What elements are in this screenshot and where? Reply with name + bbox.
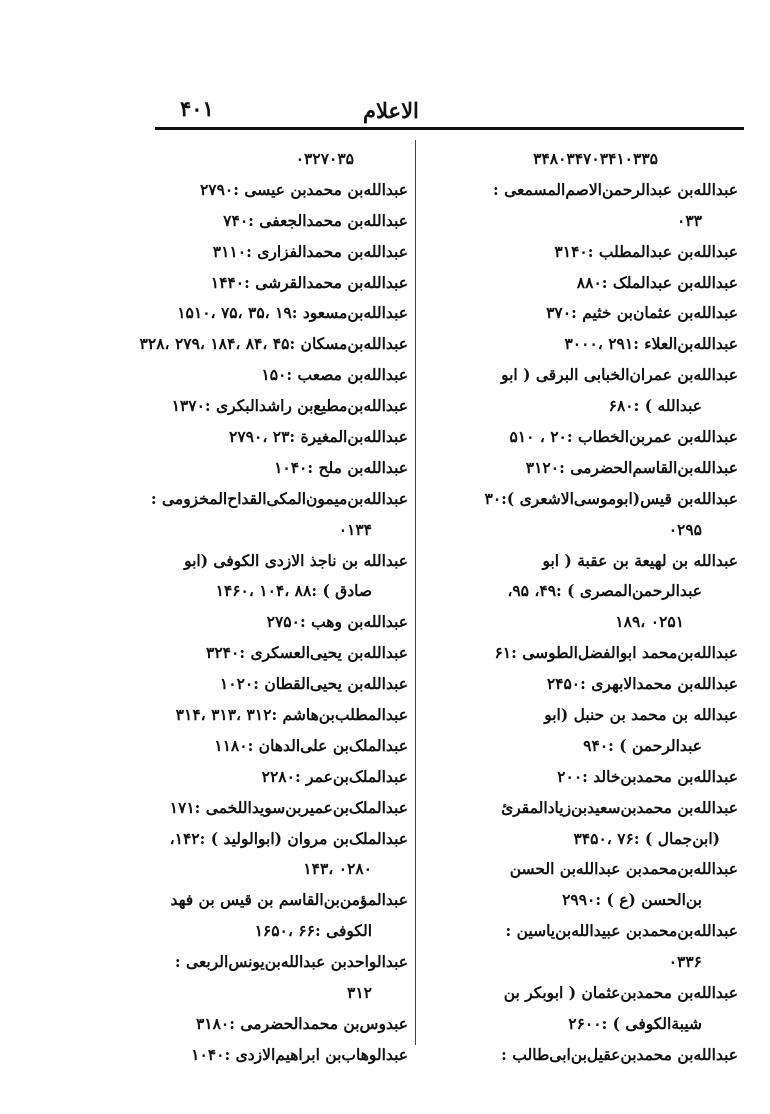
- index-line: عبداللەبن وهب :۲۷۵۰: [266, 612, 408, 632]
- index-line: ۰۳۳۶: [668, 952, 702, 972]
- index-line: عبدالملک‌بن‌عمر :۲۲۸۰: [261, 766, 408, 786]
- index-line: عبدالمطلب‌بن‌هاشم :۳۱۲ ،۳۱۳ ،۳۱۴: [175, 705, 408, 725]
- index-line: ۰۲۵۱ ،۱۸۹: [615, 612, 684, 632]
- index-line: عبدالله بن لهیعة بن عقبة ( ابو: [542, 550, 738, 570]
- index-line: عبداللەبن‌مسکان :۴۵ ،۸۴ ،۱۸۴ ،۲۷۹ ،۳۲۸: [139, 334, 408, 354]
- index-line: (ابن‌جمال ) :۷۶ ،۳۴۵۰: [573, 828, 720, 848]
- index-line: عبداللەبن محمدالابهری :۲۴۵۰: [546, 674, 738, 694]
- index-line: عبدالواحدبن عبداللەبن‌یونس‌الربعی :: [174, 952, 408, 972]
- index-line: عبداللەبن‌مسعود :۱۹ ،۳۵ ،۷۵ ،۱۵۱۰: [177, 303, 408, 323]
- header-rule: [155, 127, 744, 130]
- index-line: صادق ) :۸۸ ،۱۰۴ ،۱۴۶۰: [215, 581, 372, 601]
- index-line: بن‌الحسن (ع ) :۲۹۹۰: [562, 890, 702, 910]
- index-line: عبداللەبن محمدبن‌سعیدبن‌زیادالمقریٔ: [501, 797, 738, 817]
- index-line: عبداللەبن ملح :۱۰۴۰: [274, 457, 408, 477]
- index-line: عبداللەبن محمدالجعفی :۷۴۰: [223, 210, 408, 230]
- index-line: عبداللەبن محمدبن‌خالد :۲۰۰: [557, 766, 738, 786]
- index-line: عبداللەبن‌مطیع‌بن راشدالبکری :۱۳۷۰: [171, 396, 408, 416]
- index-line: عبداللەبن‌القاسم‌الحضرمی :۳۱۲۰: [525, 457, 738, 477]
- index-line: عبدالملک‌بن علی‌الدهان :۱۱۸۰: [214, 735, 408, 755]
- index-line: عبداللەبن‌محمدبن عبیداللەبن‌یاسین :: [505, 921, 738, 941]
- index-line: عبدالله ) :۶۸۰: [608, 396, 702, 416]
- index-line: ۰۳۲۷۰۳۵: [295, 149, 354, 168]
- index-line: عبدالمؤمن‌بن‌القاسم بن قیس بن فهد: [170, 890, 408, 910]
- index-line: ۰۲۸۰ ،۱۴۳: [303, 859, 372, 879]
- index-line: عبداللەبن عبدالرحمن‌الاصم‌المسمعی :: [493, 179, 738, 199]
- index-line: عبداللەبن عبدالمطلب :۳۱۴۰: [554, 241, 738, 261]
- index-line: عبدالله بن محمد بن حنبل (ابو: [544, 705, 738, 725]
- index-column-left: [139, 144, 408, 1071]
- index-line: عبدوس‌بن محمدالحضرمی :۳۱۸۰: [195, 1013, 408, 1033]
- index-line: عبداللەبن‌محمدبن عبداللەبن الحسن: [509, 859, 738, 879]
- index-line: ۳۱۲: [347, 983, 372, 1003]
- index-column-right: [420, 144, 738, 1071]
- index-line: ۰۳۳: [677, 210, 702, 230]
- index-line: عبدالرحمن‌المصری ) :۴۹، ۹۵،: [507, 581, 702, 601]
- index-line: عبداللەبن محمدبن‌عقیل‌بن‌ابی‌طالب :: [501, 1044, 738, 1064]
- index-line: عبداللەبن یحیی‌العسکری :۳۲۴۰: [206, 643, 408, 663]
- index-line: عبداللەبن‌المغیرة :۲۳ ،۲۷۹۰: [229, 427, 408, 447]
- index-line: عبداللەبن عمران‌الخبابی البرقی ( ابو: [501, 365, 738, 385]
- index-line: ۰۲۹۵: [668, 519, 702, 539]
- index-line: عبداللەبن محمدالفزاری :۳۱۱۰: [212, 241, 408, 261]
- page-number: ۴۰۱: [180, 96, 214, 121]
- index-line: ۳۴۸۰۳۴۷۰۳۴۱۰۳۳۵: [533, 149, 658, 168]
- index-line: عبداللەبن مصعب :۱۵۰: [261, 365, 408, 385]
- index-line: عبداللەبن محمدبن‌عثمان ( ابوبکر بن: [503, 983, 738, 1003]
- index-line: عبداللەبن عثمان‌بن خثیم :۳۷۰: [546, 303, 738, 323]
- index-line: عبدالله بن ناجذ الازدی الکوفی (ابو: [184, 550, 408, 570]
- index-line: الکوفی :۶۶ ،۱۶۵۰: [254, 921, 372, 941]
- index-line: عبدالرحمن ) :۹۴۰: [583, 735, 702, 755]
- index-line: عبداللەبن یحیی‌القطان :۱۰۲۰: [219, 674, 408, 694]
- index-line: عبداللەبن‌میمون‌المکی‌القداح‌المخزومی :: [150, 488, 408, 508]
- index-line: عبداللەبن عبدالملک :۸۸۰: [576, 272, 738, 292]
- index-line: عبداللەبن‌العلاء :۲۹۱ ،۳۰۰۰: [564, 334, 738, 354]
- column-divider: [415, 140, 416, 1045]
- index-line: عبداللەبن‌محمد ابوالفضل‌الطوسی :۶۱: [494, 643, 738, 663]
- index-line: عبداللەبن عمربن‌الخطاب :۲۰ ، ۵۱۰: [509, 427, 738, 447]
- index-line: ۰۱۳۴: [338, 519, 372, 539]
- index-line: عبدالملک‌بن مروان (ابوالولید ) :۱۴۲،: [169, 828, 408, 848]
- index-line: عبداللەبن محمدبن عیسی :۲۷۹۰: [199, 179, 408, 199]
- index-line: عبداللەبن قیس(ابوموسی‌الاشعری ):۳۰: [484, 488, 738, 508]
- running-title: الاعلام: [363, 98, 419, 123]
- index-line: عبدالملک‌بن‌عمیربن‌سویداللخمی :۱۷۱: [169, 797, 408, 817]
- index-line: عبداللەبن محمدالقرشی :۱۴۴۰: [210, 272, 408, 292]
- index-line: عبدالوهاب‌بن ابراهیم‌الازدی :۱۰۴۰: [191, 1044, 408, 1064]
- index-line: شیبةالکوفی ) :۲۶۰۰: [568, 1013, 702, 1033]
